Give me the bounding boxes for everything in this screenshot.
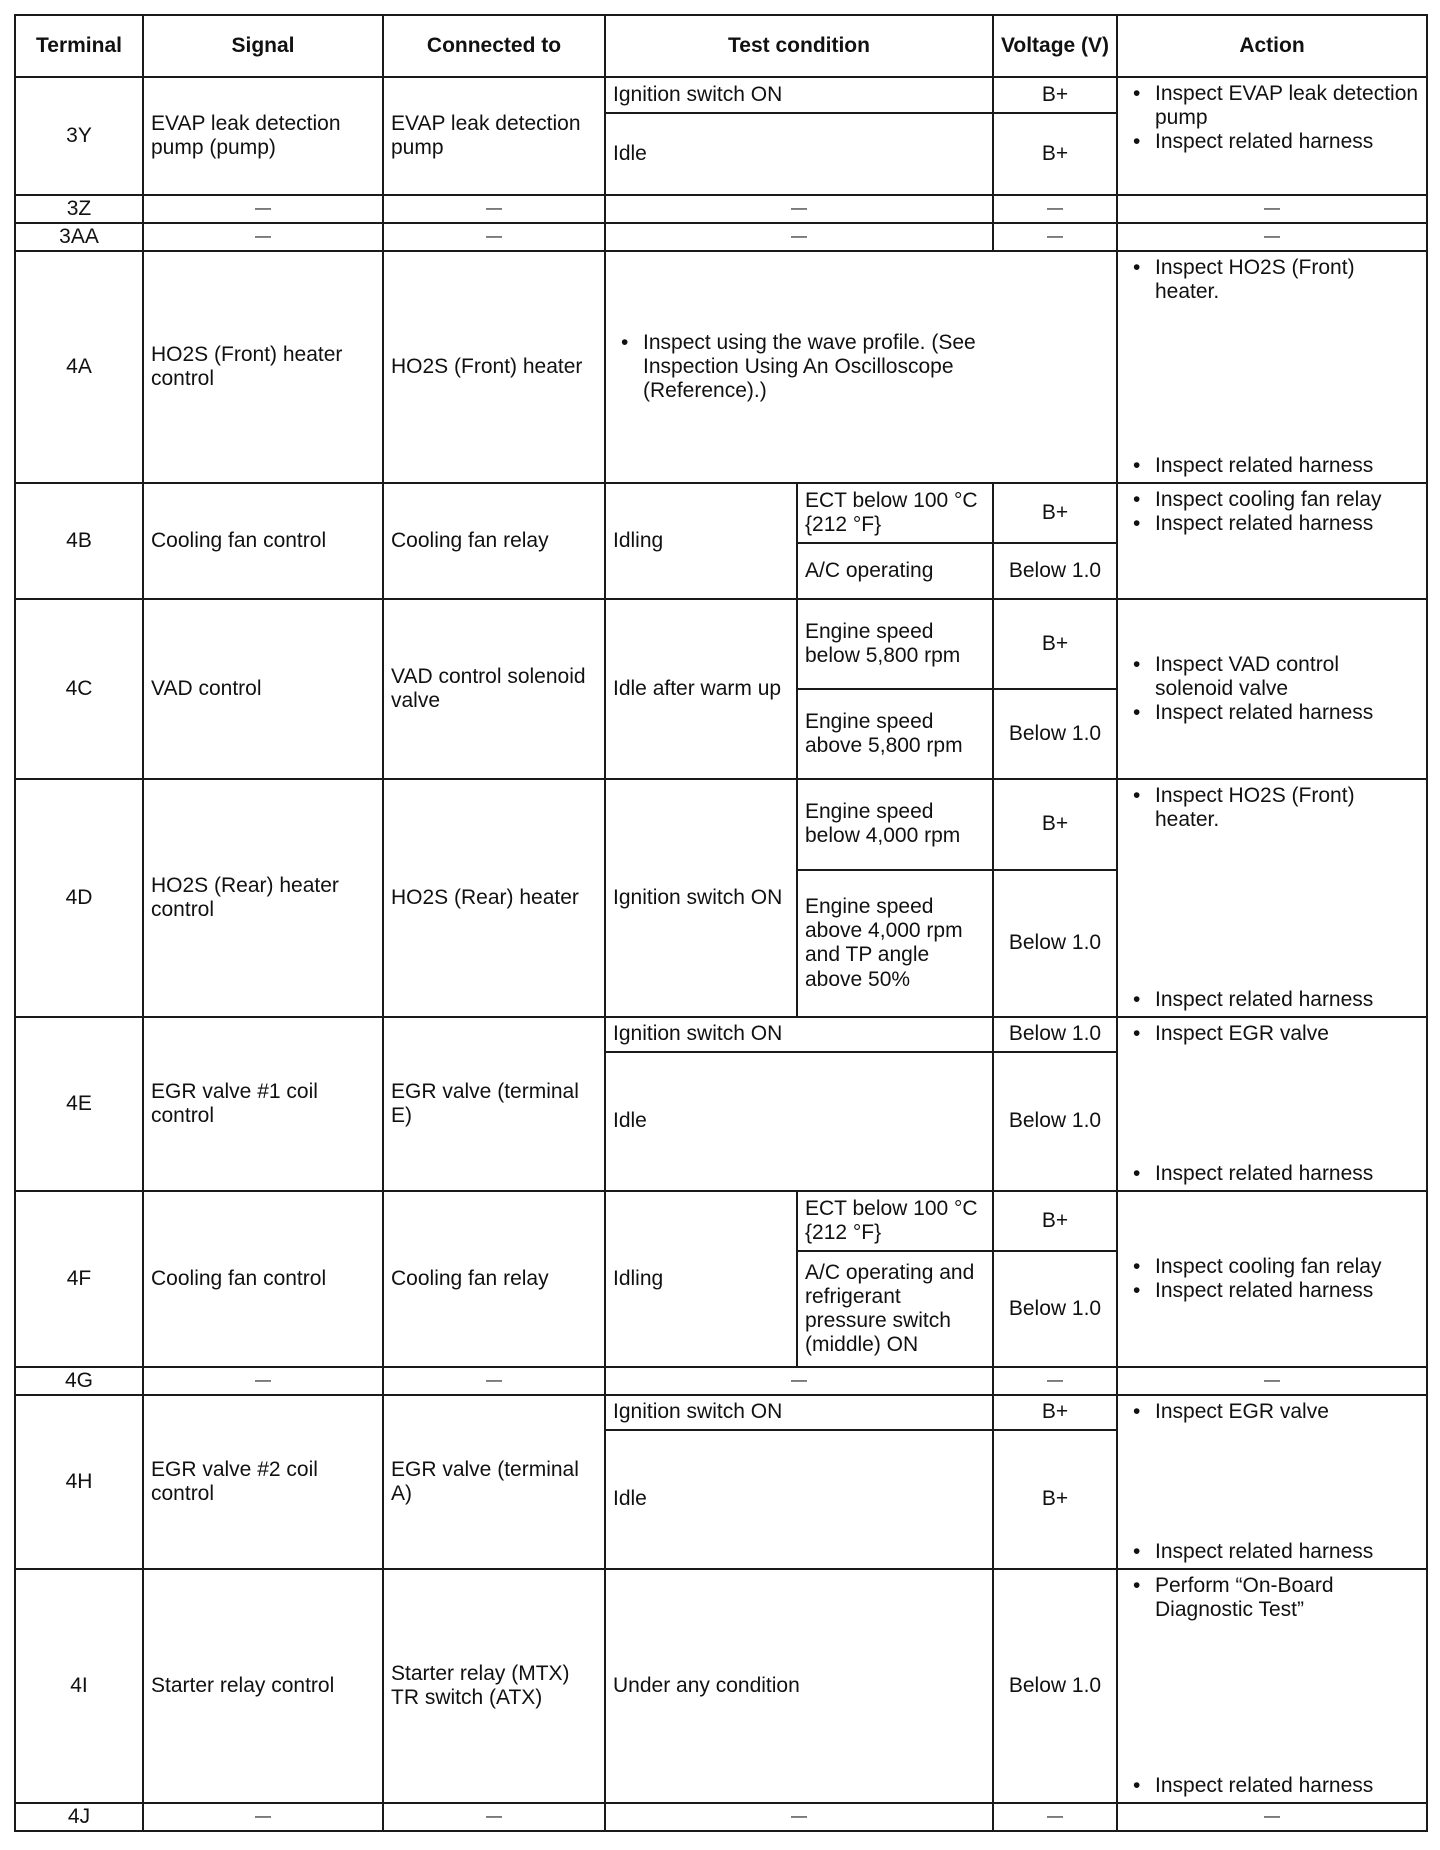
empty-dash: — <box>605 223 993 251</box>
voltage-cell: B+ <box>993 77 1117 113</box>
condition-cell: Ignition switch ON <box>605 1017 993 1052</box>
table-row <box>15 1569 1427 1803</box>
condition-cell: Idle <box>605 1052 993 1191</box>
terminal-cell: 4D <box>15 779 143 1017</box>
signal-cell: Starter relay control <box>143 1569 383 1803</box>
empty-dash: — <box>383 1367 605 1395</box>
action-item: • Inspect related harness <box>1125 988 1419 1012</box>
voltage-cell: Below 1.0 <box>993 1569 1117 1803</box>
empty-dash: — <box>993 223 1117 251</box>
connected-cell: EVAP leak detection pump <box>383 77 605 195</box>
connected-cell: EGR valve (terminal A) <box>383 1395 605 1569</box>
voltage-cell: Below 1.0 <box>993 1052 1117 1191</box>
condition-cell: Ignition switch ON <box>605 77 993 113</box>
action-item: • Inspect cooling fan relay <box>1125 488 1419 512</box>
signal-cell: Cooling fan control <box>143 1191 383 1367</box>
action-item: • Inspect related harness <box>1125 1540 1419 1564</box>
empty-dash: — <box>993 1803 1117 1831</box>
action-item: • Inspect EVAP leak detection pump <box>1125 82 1419 130</box>
terminal-cell: 4H <box>15 1395 143 1569</box>
condition-cell: Idle <box>605 1430 993 1569</box>
signal-cell: HO2S (Rear) heater control <box>143 779 383 1017</box>
condition-cell: Idle <box>605 113 993 195</box>
empty-dash: — <box>383 1803 605 1831</box>
table-row <box>15 483 1427 543</box>
terminal-cell: 4F <box>15 1191 143 1367</box>
terminal-cell: 4E <box>15 1017 143 1191</box>
header-terminal: Terminal <box>15 15 143 77</box>
terminal-cell: 3AA <box>15 223 143 251</box>
voltage-cell: Below 1.0 <box>993 1017 1117 1052</box>
action-item: • Inspect related harness <box>1125 1774 1419 1798</box>
voltage-cell: Below 1.0 <box>993 1251 1117 1367</box>
empty-dash: — <box>1117 195 1427 223</box>
condition-cell: Ignition switch ON <box>605 779 797 1017</box>
action-item: • Inspect HO2S (Front) heater. <box>1125 784 1419 832</box>
sub-condition-cell: A/C operating and refrigerant pressure switch (middle) ON <box>797 1251 993 1367</box>
table-row <box>15 1017 1427 1052</box>
condition-cell: Idling <box>605 483 797 599</box>
action-cell <box>1117 251 1427 483</box>
connected-line: TR switch (ATX) <box>391 1686 543 1709</box>
voltage-cell: Below 1.0 <box>993 689 1117 779</box>
action-cell <box>1117 77 1427 195</box>
action-cell <box>1117 1569 1427 1803</box>
action-cell <box>1117 1017 1427 1191</box>
connected-cell: Cooling fan relay <box>383 1191 605 1367</box>
table-row <box>15 1367 1427 1395</box>
action-cell <box>1117 1395 1427 1569</box>
empty-dash: — <box>993 195 1117 223</box>
action-cell <box>1117 1191 1427 1367</box>
action-item: • Inspect EGR valve <box>1125 1400 1419 1424</box>
action-item: • Inspect related harness <box>1125 454 1419 478</box>
header-test-condition: Test condition <box>605 15 993 77</box>
voltage-cell: B+ <box>993 1395 1117 1430</box>
action-item: • Inspect related harness <box>1125 512 1419 536</box>
terminal-cell: 4G <box>15 1367 143 1395</box>
table-row <box>15 223 1427 251</box>
sub-condition-cell: Engine speed above 4,000 rpm and TP angle above 50% <box>797 870 993 1017</box>
action-item: • Inspect related harness <box>1125 1279 1419 1303</box>
connected-cell: VAD control solenoid valve <box>383 599 605 779</box>
empty-dash: — <box>143 1367 383 1395</box>
table-row <box>15 1803 1427 1831</box>
action-cell <box>1117 599 1427 779</box>
sub-condition-cell: Engine speed below 4,000 rpm <box>797 779 993 870</box>
action-item: • Inspect cooling fan relay <box>1125 1255 1419 1279</box>
connected-cell: HO2S (Front) heater <box>383 251 605 483</box>
connected-cell <box>383 1569 605 1803</box>
voltage-cell: B+ <box>993 483 1117 543</box>
signal-cell: EGR valve #2 coil control <box>143 1395 383 1569</box>
terminal-table <box>14 14 1428 1832</box>
header-voltage: Voltage (V) <box>993 15 1117 77</box>
action-item: • Inspect related harness <box>1125 1162 1419 1186</box>
table-row <box>15 779 1427 870</box>
terminal-cell: 4B <box>15 483 143 599</box>
voltage-cell: B+ <box>993 1191 1117 1251</box>
sub-condition-cell: Engine speed below 5,800 rpm <box>797 599 993 689</box>
header-signal: Signal <box>143 15 383 77</box>
action-item: • Inspect related harness <box>1125 130 1419 154</box>
table-row <box>15 1191 1427 1251</box>
condition-cell: Ignition switch ON <box>605 1395 993 1430</box>
empty-dash: — <box>605 1367 993 1395</box>
action-item: • Inspect EGR valve <box>1125 1022 1419 1046</box>
empty-dash: — <box>993 1367 1117 1395</box>
action-item: • Inspect HO2S (Front) heater. <box>1125 256 1419 304</box>
terminal-cell: 3Z <box>15 195 143 223</box>
connected-cell: HO2S (Rear) heater <box>383 779 605 1017</box>
condition-cell: Under any condition <box>605 1569 993 1803</box>
header-row <box>15 15 1427 77</box>
terminal-table-container <box>14 14 1426 1832</box>
voltage-cell: Below 1.0 <box>993 870 1117 1017</box>
connected-cell: EGR valve (terminal E) <box>383 1017 605 1191</box>
table-row <box>15 195 1427 223</box>
header-action: Action <box>1117 15 1427 77</box>
empty-dash: — <box>383 223 605 251</box>
voltage-cell: B+ <box>993 1430 1117 1569</box>
action-item: • Inspect related harness <box>1125 701 1419 725</box>
terminal-cell: 4I <box>15 1569 143 1803</box>
voltage-cell: B+ <box>993 599 1117 689</box>
terminal-cell: 4C <box>15 599 143 779</box>
action-cell <box>1117 483 1427 599</box>
action-item: • Perform “On-Board Diagnostic Test” <box>1125 1574 1419 1622</box>
terminal-cell: 4J <box>15 1803 143 1831</box>
sub-condition-cell: ECT below 100 °C {212 °F} <box>797 483 993 543</box>
signal-cell: EGR valve #1 coil control <box>143 1017 383 1191</box>
voltage-cell: B+ <box>993 113 1117 195</box>
empty-dash: — <box>143 195 383 223</box>
table-row <box>15 599 1427 689</box>
connected-cell: Cooling fan relay <box>383 483 605 599</box>
sub-condition-cell: ECT below 100 °C {212 °F} <box>797 1191 993 1251</box>
condition-item: • Inspect using the wave profile. (See Inspection Using An Oscilloscope (Reference).) <box>613 331 1109 403</box>
voltage-cell: Below 1.0 <box>993 543 1117 599</box>
sub-condition-cell: Engine speed above 5,800 rpm <box>797 689 993 779</box>
signal-cell: VAD control <box>143 599 383 779</box>
terminal-cell: 3Y <box>15 77 143 195</box>
empty-dash: — <box>605 1803 993 1831</box>
action-item: • Inspect VAD control solenoid valve <box>1125 653 1419 701</box>
terminal-cell: 4A <box>15 251 143 483</box>
voltage-cell: B+ <box>993 779 1117 870</box>
header-connected-to: Connected to <box>383 15 605 77</box>
empty-dash: — <box>1117 1803 1427 1831</box>
condition-cell: Idling <box>605 1191 797 1367</box>
action-cell <box>1117 779 1427 1017</box>
condition-cell: Idle after warm up <box>605 599 797 779</box>
signal-cell: EVAP leak detection pump (pump) <box>143 77 383 195</box>
empty-dash: — <box>143 1803 383 1831</box>
sub-condition-cell: A/C operating <box>797 543 993 599</box>
empty-dash: — <box>1117 1367 1427 1395</box>
table-row <box>15 251 1427 483</box>
empty-dash: — <box>1117 223 1427 251</box>
connected-line: Starter relay (MTX) <box>391 1661 570 1685</box>
signal-cell: HO2S (Front) heater control <box>143 251 383 483</box>
empty-dash: — <box>143 223 383 251</box>
signal-cell: Cooling fan control <box>143 483 383 599</box>
empty-dash: — <box>605 195 993 223</box>
table-row <box>15 77 1427 113</box>
table-row <box>15 1395 1427 1430</box>
condition-cell <box>605 251 1117 483</box>
empty-dash: — <box>383 195 605 223</box>
